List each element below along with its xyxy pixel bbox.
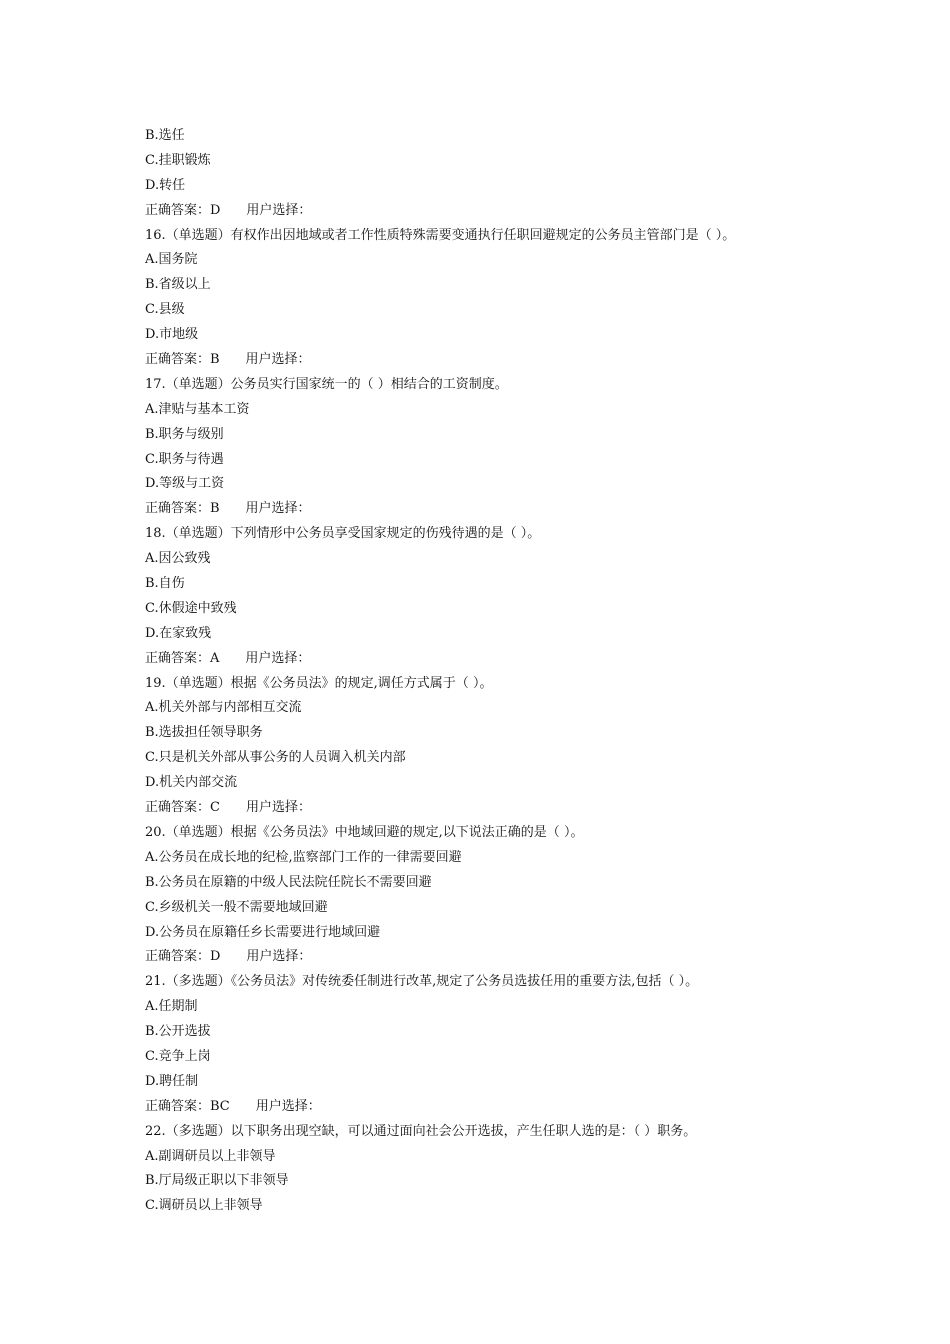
answer-line: 正确答案：BC 用户选择：	[145, 1098, 321, 1114]
answer-line: 正确答案：D 用户选择：	[145, 202, 312, 218]
option-line: C.挂职锻炼	[145, 152, 211, 168]
option-line: A.公务员在成长地的纪检,监察部门工作的一律需要回避	[145, 849, 462, 865]
question-line: 17.（单选题）公务员实行国家统一的（ ）相结合的工资制度。	[145, 376, 508, 392]
option-line: C.调研员以上非领导	[145, 1198, 263, 1214]
option-line: D.公务员在原籍任乡长需要进行地域回避	[145, 924, 381, 940]
option-line: B.厅局级正职以下非领导	[145, 1173, 289, 1189]
question-line: 19.（单选题）根据《公务员法》的规定,调任方式属于（ ）。	[145, 675, 493, 691]
option-line: C.只是机关外部从事公务的人员调入机关内部	[145, 750, 406, 766]
option-line: A.副调研员以上非领导	[145, 1148, 276, 1164]
option-line: D.等级与工资	[145, 476, 225, 492]
question-line: 22.（多选题）以下职务出现空缺，可以通过面向社会公开选拔，产生任职人选的是：（ ）职务。	[145, 1123, 697, 1139]
option-line: A.机关外部与内部相互交流	[145, 700, 302, 716]
question-line: 18.（单选题）下列情形中公务员享受国家规定的伤残待遇的是（ ）。	[145, 526, 541, 542]
answer-line: 正确答案：A 用户选择：	[145, 650, 311, 666]
question-line: 16.（单选题）有权作出因地域或者工作性质特殊需要变通执行任职回避规定的公务员主管部门是（ ）。	[145, 227, 736, 243]
option-line: B.公务员在原籍的中级人民法院任院长不需要回避	[145, 874, 432, 890]
option-line: B.公开选拔	[145, 1024, 211, 1040]
option-line: A.任期制	[145, 999, 198, 1015]
option-line: B.自伤	[145, 576, 185, 592]
question-line: 21.（多选题）《公务员法》对传统委任制进行改革,规定了公务员选拔任用的重要方法,包括（ ）。	[145, 974, 699, 990]
answer-line: 正确答案：C 用户选择：	[145, 800, 311, 816]
option-line: C.县级	[145, 302, 185, 318]
option-line: B.省级以上	[145, 277, 211, 293]
option-line: D.转任	[145, 177, 186, 193]
option-line: D.机关内部交流	[145, 775, 238, 791]
answer-line: 正确答案：B 用户选择：	[145, 501, 311, 517]
option-line: C.竞争上岗	[145, 1048, 211, 1064]
option-line: D.聘任制	[145, 1073, 199, 1089]
option-line: D.市地级	[145, 327, 199, 343]
question-line: 20.（单选题）根据《公务员法》中地域回避的规定,以下说法正确的是（ ）。	[145, 824, 584, 840]
option-line: A.因公致残	[145, 551, 211, 567]
option-line: C.休假途中致残	[145, 600, 237, 616]
option-line: B.选任	[145, 128, 185, 143]
option-line: D.在家致残	[145, 625, 212, 641]
answer-line: 正确答案：B 用户选择：	[145, 352, 311, 368]
option-line: C.乡级机关一般不需要地域回避	[145, 899, 328, 915]
answer-line: 正确答案：D 用户选择：	[145, 949, 312, 965]
option-line: B.选拔担任领导职务	[145, 725, 263, 741]
option-line: A.国务院	[145, 252, 198, 268]
option-line: A.津贴与基本工资	[145, 401, 250, 417]
option-line: B.职务与级别	[145, 426, 224, 442]
question-list	[145, 124, 845, 1219]
option-line: C.职务与待遇	[145, 451, 224, 467]
